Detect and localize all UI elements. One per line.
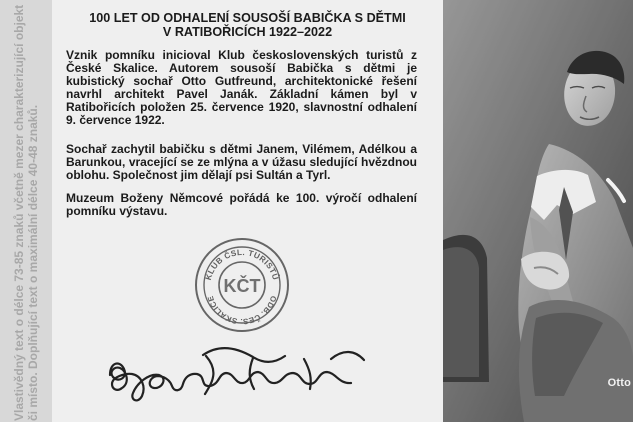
stamp-top-text: KLUB ČSL. TURISTŮ <box>203 247 281 282</box>
title-line-2: V RATIBOŘICÍCH 1922–2022 <box>162 25 333 39</box>
sidebar-note: Vlastivědný text o délce 73-85 znaků včetně mezer charakterizující objekt či místo. Doplňující text o maximální délce 40-48 znaků. <box>12 4 40 421</box>
page-title <box>52 11 443 39</box>
stamp-bottom-text: ODB. ČES. SKALICE <box>205 294 279 327</box>
photo-caption: Otto <box>607 377 631 389</box>
signature-icon <box>102 338 369 405</box>
portrait-photo <box>443 0 633 422</box>
left-sidebar-panel <box>0 0 52 422</box>
paragraph-1: Vznik pomníku inicioval Klub československých turistů z České Skalice. Autorem sousoší Babička s dětmi je kubistický sochař Otto Gutfreund, architektonické řešení navrhl architekt Pavel Janák. Základní kámen byl v Ratibořicích položen 25. července 1920, slavnostní odhalení 9. července 1922. <box>66 48 417 127</box>
title-line-1: 100 LET OD ODHALENÍ SOUSOŠÍ BABIČKA S DĚTMI <box>89 11 406 25</box>
paragraph-2: Sochař zachytil babičku s dětmi Janem, Vilémem, Adélkou a Barunkou, vracející se ze mlýna a v úžasu sledující hvězdnou oblohu. Společnost jim dělají psi Sultán a Tyrl. <box>66 142 417 182</box>
paragraph-3: Muzeum Boženy Němcové pořádá ke 100. výročí odhalení pomníku výstavu. <box>66 191 417 218</box>
svg-text:ODB. ČES. SKALICE <box>206 295 278 326</box>
club-stamp-icon <box>193 236 291 334</box>
content-panel <box>52 0 443 422</box>
portrait-photo-icon <box>443 0 633 422</box>
stamp-center-text: KČT <box>223 276 261 296</box>
